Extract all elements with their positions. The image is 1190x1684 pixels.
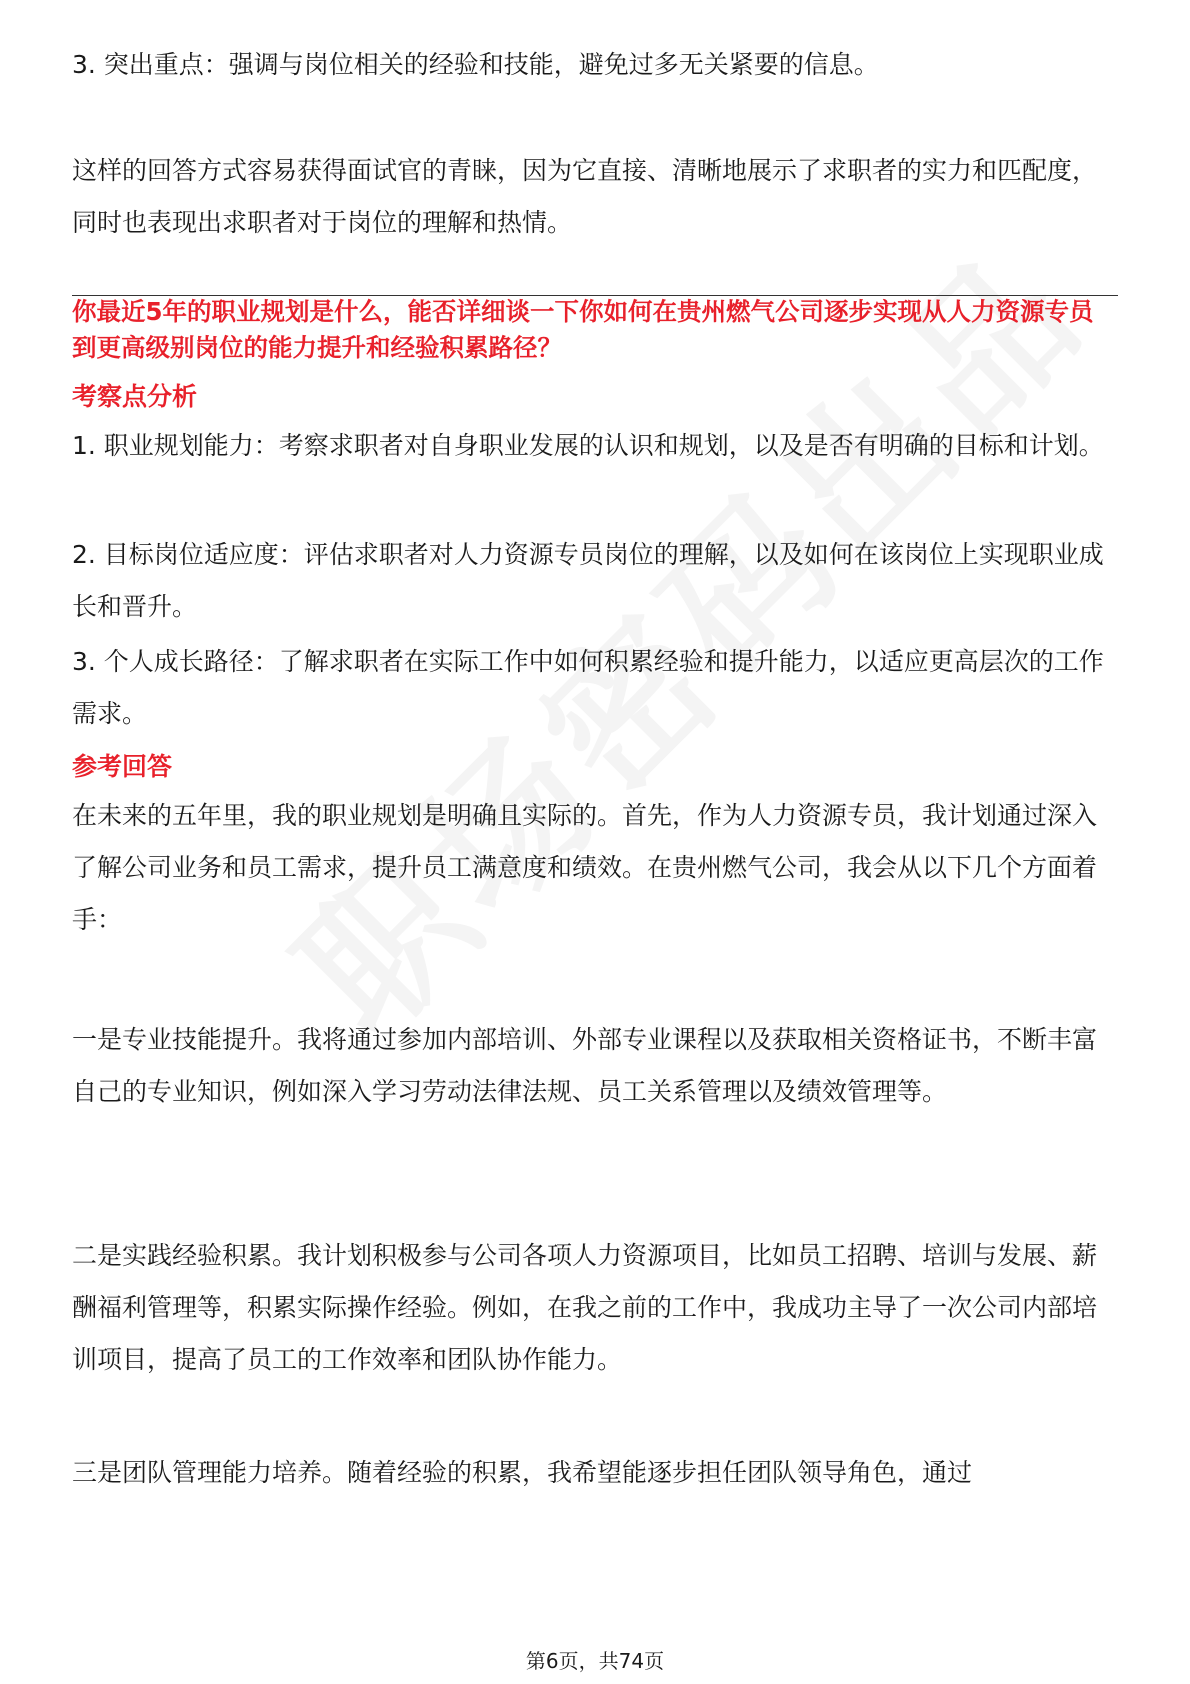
paragraph-point-3: 3. 突出重点：强调与岗位相关的经验和技能，避免过多无关紧要的信息。 <box>72 50 879 79</box>
paragraph-summary: 这样的回答方式容易获得面试官的青睐，因为它直接、清晰地展示了求职者的实力和匹配度，同时也表现出求职者对于岗位的理解和热情。 <box>72 156 1098 237</box>
analysis-heading: 考察点分析 <box>72 382 198 411</box>
answer-paragraph-3: 二是实践经验积累。我计划积极参与公司各项人力资源项目，比如员工招聘、培训与发展、薪酬福利管理等，积累实际操作经验。例如，在我之前的工作中，我成功主导了一次公司内部培训项目，提高了员工的工作效率和团队协作能力。 <box>72 1241 1098 1374</box>
question-title: 你最近5年的职业规划是什么，能否详细谈一下你如何在贵州燃气公司逐步实现从人力资源专员到更高级别岗位的能力提升和经验积累路径？ <box>72 297 1094 362</box>
analysis-item-1: 1. 职业规划能力：考察求职者对自身职业发展的认识和规划，以及是否有明确的目标和计划。 <box>72 431 1104 460</box>
page-number: 第6页，共74页 <box>525 1649 665 1673</box>
answer-paragraph-1: 在未来的五年里，我的职业规划是明确且实际的。首先，作为人力资源专员，我计划通过深入了解公司业务和员工需求，提升员工满意度和绩效。在贵州燃气公司，我会从以下几个方面着手： <box>72 801 1098 934</box>
answer-heading: 参考回答 <box>72 752 173 781</box>
analysis-item-3: 3. 个人成长路径：了解求职者在实际工作中如何积累经验和提升能力，以适应更高层次的工作需求。 <box>72 647 1104 728</box>
answer-paragraph-2: 一是专业技能提升。我将通过参加内部培训、外部专业课程以及获取相关资格证书，不断丰富自己的专业知识，例如深入学习劳动法律法规、员工关系管理以及绩效管理等。 <box>72 1025 1098 1106</box>
answer-paragraph-4: 三是团队管理能力培养。随着经验的积累，我希望能逐步担任团队领导角色，通过 <box>72 1458 973 1487</box>
analysis-item-2: 2. 目标岗位适应度：评估求职者对人力资源专员岗位的理解，以及如何在该岗位上实现职业成长和晋升。 <box>72 540 1104 621</box>
